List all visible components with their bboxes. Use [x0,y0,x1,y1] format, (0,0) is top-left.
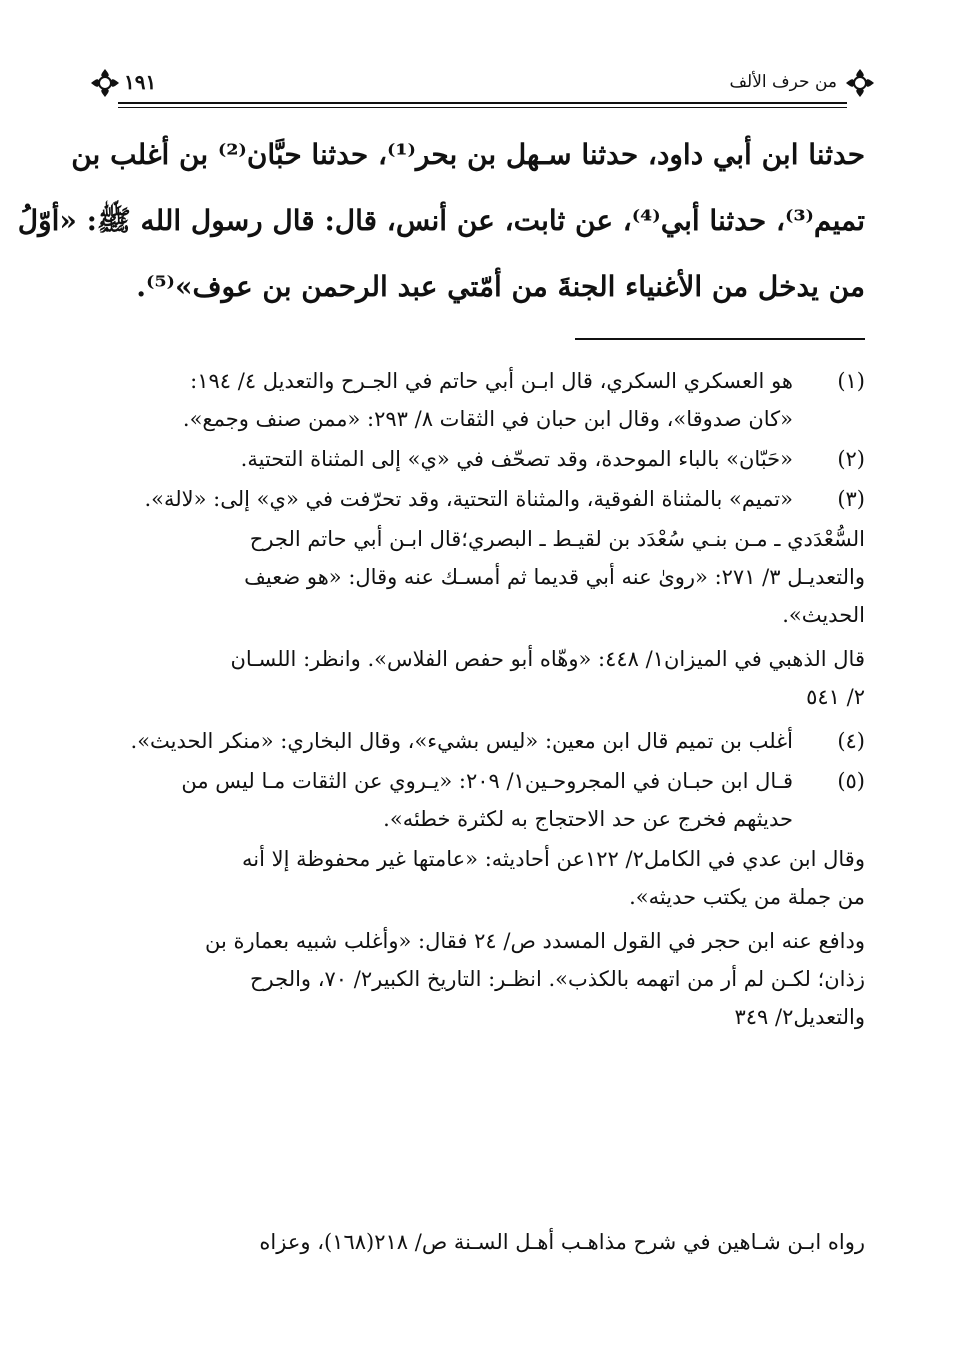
footnote-paragraph [100,520,865,634]
paragraph-line: والتعديـل ٣/ ٢٧١: «روىٰ عنه أبي قديما ثم أمسـك عنه وقال: «هو ضعيف [244,565,865,589]
main-line: تميم⁽³⁾، حدثنا أبي⁽⁴⁾، عن ثابت، عن أنس، قال: قال رسول الله ﷺ: «أوّلُ [17,204,865,237]
header-rule [118,102,847,104]
main-line: حدثنا ابن أبي داود، حدثنا سـهل بن بحر⁽¹⁾، حدثنا حبَّان⁽²⁾ بن أغلب بن [71,138,865,171]
paragraph-line: ٢/ ٥٤١ [806,685,865,709]
footnote-line: «تميم» بالمثناة الفوقية، والمثناة التحتية، وقد تحرّفت في «ي» إلى: «لالة». [144,487,793,511]
paragraph-line: الحديث». [782,603,865,627]
footnote-separator [575,338,865,340]
footnote-paragraph [100,640,865,716]
footnote [100,762,865,838]
footnote-line: «حَبّان» بالباء الموحدة، وقد تصحّف في «ي» إلى المثناة التحتية. [240,447,793,471]
floral-ornament-icon [843,66,877,100]
footnote-paragraph [100,840,865,916]
paragraph-line: ودافع عنه ابن حجر في القول المسدد ص/ ٢٤ فقال: «وأغلب شبيه بعمارة بن [204,929,865,953]
paragraph-line: من جملة من يكتب حديثه». [629,885,865,909]
paragraph-line: زذان؛ لكـن لم أر من اتهمه بالكذب». انظـر: التاريخ الكبير٢/ ٧٠، والجرح [250,967,865,991]
hadith-text [17,122,865,320]
footnote [100,362,865,438]
last-line: رواه ابـن شـاهين في شرح مذاهـب أهـل السـنة ص/ ٢١٨(١٦٨)، وعزاه [259,1230,865,1254]
footnote [100,480,865,518]
footnote-number: (١) [837,369,865,393]
footnote-number: (٢) [837,447,865,471]
footnote [100,722,865,760]
paragraph-line: وقال ابن عدي في الكامل٢/ ١٢٢عن أحاديثه: «عامتها غير محفوظة إلا أنه [241,847,865,871]
header-rule-thin [118,107,847,108]
paragraph-line: السُّعْدَدي ـ مـن بنـي سُعْدَد بن لقيـط ـ البصري؛قال ابـن أبي حاتم الجرح [249,527,865,551]
main-text [17,122,865,320]
footnote [100,440,865,478]
footnote-line: هو العسكري السكري، قال ابـن أبي حاتم في الجـرح والتعديل ٤/ ١٩٤: [190,369,793,393]
footnote-number: (٥) [837,769,865,793]
paragraph-line: والتعديل٢/ ٣٤٩ [734,1005,865,1029]
footnote-line: حديثهم فخرج عن حد الاحتجاج به لكثرة خطئه». [383,807,793,831]
footnote-line: «كان صدوقا»، وقال ابن حبان في الثقات ٨/ ٢٩٣: «ممن صنف وجمع». [182,407,793,431]
page-number: ١٩١ [124,70,157,94]
footnote-line: قـال ابن حبـان في المجروحـين١/ ٢٠٩: «يـروي عن الثقات مـا ليس من [181,769,793,793]
footnotes [100,362,865,1042]
floral-ornament-icon [88,66,122,100]
footnote-paragraph [100,922,865,1036]
footnote-line: أغلب بن تميم قال ابن معين: «ليس بشيء»، وقال البخاري: «منكر الحديث». [130,729,793,753]
footnote-number: (٣) [837,487,865,511]
paragraph-line: قال الذهبي في الميزان١/ ٤٤٨: «وهّاه أبو حفص الفلاس». وانظر: اللسـان [230,647,865,671]
running-title: من حرف الألف [729,72,837,92]
footnote-number: (٤) [837,729,865,753]
main-line: من يدخل من الأغنياء الجنةَ من أمّتي عبد الرحمن بن عوف»⁽⁵⁾. [136,270,865,303]
page-header [88,62,877,106]
